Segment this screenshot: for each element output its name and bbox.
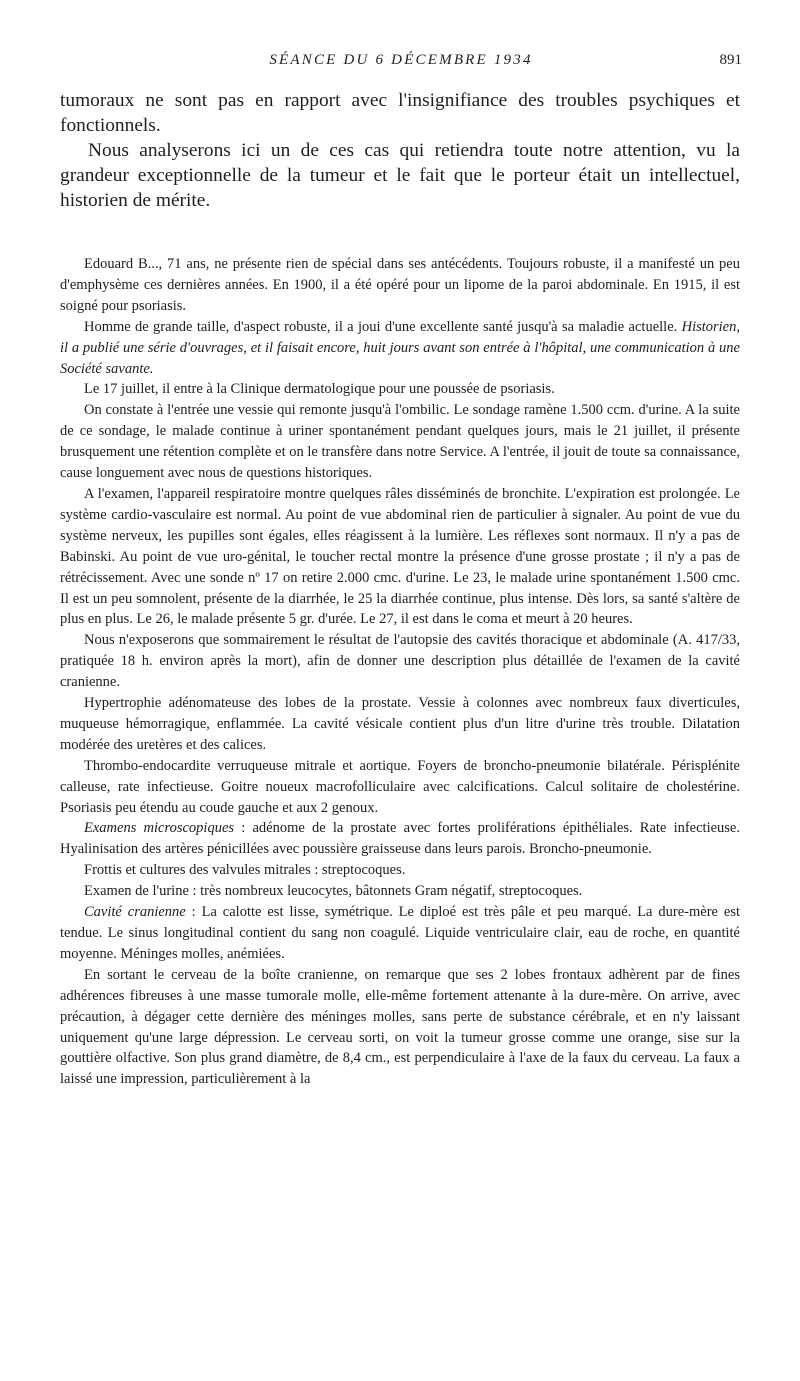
case-paragraph-7: Hypertrophie adénomateuse des lobes de la prostate. Vessie à colonnes avec nombreux faux diverticules, muqueuse hémorragique, enflammée. La cavité vésicale contient plus d'un litre d'urine très trouble. Dilatation modérée des uretères et des calices. [60,695,740,753]
case-paragraph-2 [60,317,740,380]
case-paragraph-9-text: : adénome de la prostate avec fortes proliférations épithéliales. Rate infectieuse. Hyalinisation des artères pénicillées avec poussière graisseuse dans leurs parois. Broncho-pneumonie. [60,820,740,858]
case-paragraph-9-italic: Examens microscopiques [84,820,235,837]
page-number: 891 [719,52,742,68]
page-header [60,52,742,74]
case-paragraph-8: Thrombo-endocardite verruqueuse mitrale et aortique. Foyers de broncho-pneumonie bilatérale. Périsplénite calleuse, rate infectieuse. Goitre noueux macrofolliculaire avec calcifications. Calcul solitaire de cholestérine. Psoriasis peu étendu au coude gauche et aux 2 genoux. [60,757,740,816]
case-report [60,254,740,1090]
case-paragraph-5: A l'examen, l'appareil respiratoire montre quelques râles disséminés de bronchite. L'expiration est prolongée. Le système cardio-vasculaire est normal. Au point de vue abdominal rien de particulier à signaler. Au point de vue du système nerveux, les pupilles sont égales, elles réagissent à la lumière. Les réflexes sont normaux. Il n'y a pas de Babinski. Au point de vue uro-génital, le toucher rectal montre la présence d'une grosse prostate ; il n'y a pas de rétrécissement. Avec une sonde nº 17 on retire 2.000 cmc. d'urine. Le 23, le malade urine spontanément 1.500 cmc. Il est un peu somnolent, présente de la diarrhée, le 25 la diarrhée continue, plus intense. Dès lors, sa santé s'altère de plus en plus. Le 26, le malade présente 5 gr. d'urée. Le 27, il est dans le coma et meurt à 20 heures. [60,485,740,628]
intro-paragraph-2: Nous analyserons ici un de ces cas qui retiendra toute notre attention, vu la grandeur exceptionnelle de la tumeur et le fait que le porteur était un intellectuel, historien de mérite. [60,140,740,211]
case-paragraph-10: Frottis et cultures des valvules mitrales : streptocoques. [84,862,406,879]
running-title: SÉANCE DU 6 DÉCEMBRE 1934 [269,52,533,68]
intro-paragraph-1: tumoraux ne sont pas en rapport avec l'insignifiance des troubles psychiques et fonctionnels. [60,90,740,136]
intro-section [60,88,740,213]
case-paragraph-9 [60,818,740,860]
case-paragraph-1: Edouard B..., 71 ans, ne présente rien de spécial dans ses antécédents. Toujours robuste, il a manifesté un peu d'emphysème ces dernières années. En 1900, il a été opéré pour un lipome de la paroi abdominale. En 1915, il est soigné pour psoriasis. [60,256,740,314]
case-paragraph-2-text: Homme de grande taille, d'aspect robuste, il a joui d'une excellente santé jusqu'à sa maladie actuelle. [84,318,678,335]
case-paragraph-2-italic: Historien, il a publié une série d'ouvrages, et il faisait encore, huit jours avant son entrée à l'hôpital, une communication à une Société savante. [60,318,740,377]
case-paragraph-3: Le 17 juillet, il entre à la Clinique dermatologique pour une poussée de psoriasis. [84,381,555,398]
case-paragraph-12-text: : La calotte est lisse, symétrique. Le diploé est très pâle et peu marqué. La dure-mère est tendue. Le sinus longitudinal contient du sang non coagulé. Liquide ventriculaire clair, eau de roche, en quantité moyenne. Méninges molles, anémiées. [60,904,740,962]
case-paragraph-12 [60,902,740,965]
case-paragraph-4: On constate à l'entrée une vessie qui remonte jusqu'à l'ombilic. Le sondage ramène 1.500 ccm. d'urine. A la suite de ce sondage, le malade continue à uriner spontanément pendant quelques jours, mais le 21 juillet, il présente brusquement une rétention complète et on le transfère dans notre Service. A l'entrée, il jouit de toute sa connaissance, cause longuement avec nous de questions historiques. [60,402,740,482]
case-paragraph-11: Examen de l'urine : très nombreux leucocytes, bâtonnets Gram négatif, streptocoques. [84,883,583,900]
case-paragraph-13: En sortant le cerveau de la boîte cranienne, on remarque que ses 2 lobes frontaux adhèrent par de fines adhérences fibreuses à une masse tumorale molle, elle-même fortement attenante à la dure-mère. On arrive, avec précaution, à dégager cette dernière des méninges molles, sans perte de substance cérébrale, et en n'y laissant uniquement qu'une large dépression. Le cerveau sorti, on voit la tumeur grosse comme une orange, sise sur la gouttière olfactive. Son plus grand diamètre, de 8,4 cm., est perpendiculaire à l'axe de la faux du cerveau. La faux a laissé une impression, particulièrement à la [60,966,740,1088]
case-paragraph-6: Nous n'exposerons que sommairement le résultat de l'autopsie des cavités thoracique et abdominale (A. 417/33, pratiquée 18 h. environ après la mort), afin de donner une description plus détaillée de l'examen de la cavité cranienne. [60,632,740,691]
case-paragraph-12-italic: Cavité cranienne [84,904,186,921]
